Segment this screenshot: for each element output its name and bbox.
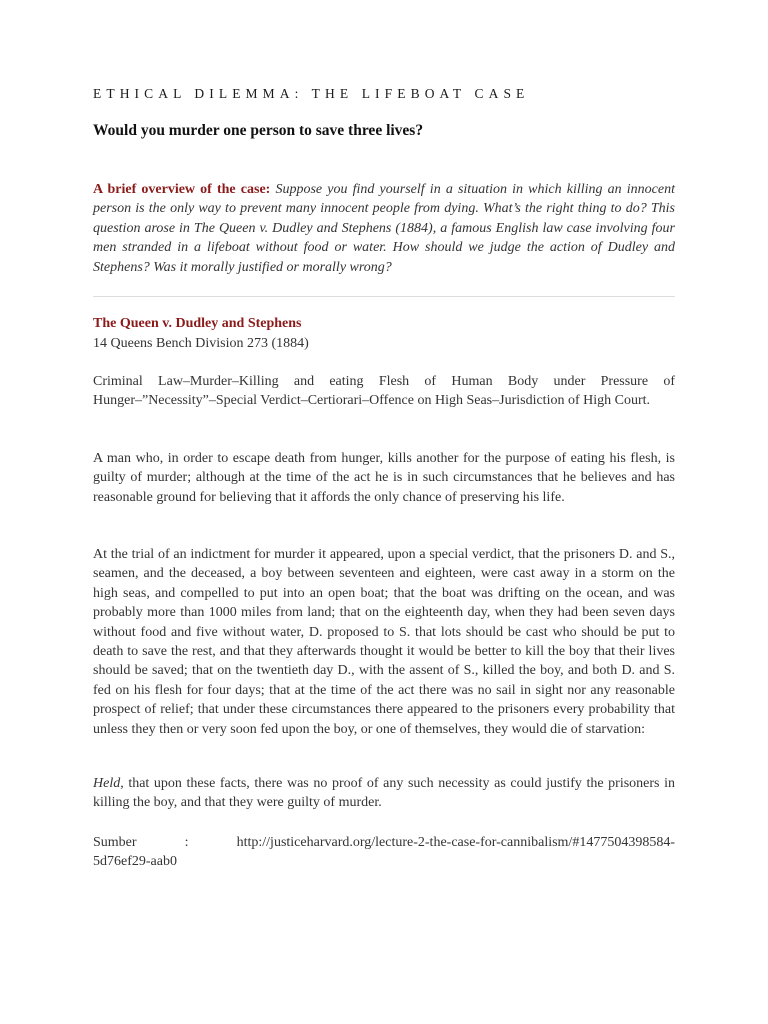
document-question: Would you murder one person to save three lives? <box>93 122 424 139</box>
section-divider <box>93 296 675 297</box>
overview-text: Suppose you find yourself in a situation in which killing an innocent person is the only way to prevent many innocent people from dying. What’s the right thing to do? This question arose in The Queen v. Dudley and Stephens (1884), a famous English law case involving four men stranded in a lifeboat without food or water. How should we judge the action of Dudley and Stephens? Was it morally justified or morally wrong? <box>93 182 676 275</box>
case-title: The Queen v. Dudley and Stephens <box>93 316 302 331</box>
source-citation <box>93 833 675 872</box>
source-row <box>93 833 675 852</box>
overview-lead: A brief overview of the case: <box>93 182 271 197</box>
source-label: Sumber <box>93 835 137 850</box>
paragraph-rule: A man who, in order to escape death from hunger, kills another for the purpose of eating his flesh, is guilty of murder; although at the time of the act he is in such circumstances that he believes and has reasonable ground for believing that it affords the only chance of preserving his life. <box>93 451 675 505</box>
paragraph-headnote: Criminal Law–Murder–Killing and eating Flesh of Human Body under Pressure of Hunger–”Necessity”–Special Verdict–Certiorari–Offence on High Seas–Jurisdiction of High Court. <box>93 374 675 409</box>
held-word: Held <box>93 776 121 791</box>
paragraph-facts: At the trial of an indictment for murder it appeared, upon a special verdict, that the prisoners D. and S., seamen, and the deceased, a boy between seventeen and eighteen, were cast away in a storm on the high seas, and compelled to put into an open boat; that the boat was drifting on the ocean, and was probably more than 1000 miles from land; that on the eighteenth day, when they had been seven days without food and five without water, D. proposed to S. that lots should be cast who should be put to death to save the rest, and that they afterwards thought it would be better to kill the boy that their lives should be saved; that on the twentieth day D., with the assent of S., killed the boy, and both D. and S. fed on his flesh for four days; that at the time of the act there was no sail in sight nor any reasonable prospect of relief; that under these circumstances there appeared to the prisoners every probability that unless they then or very soon fed upon the boy, or one of themselves, they would die of starvation: <box>93 547 675 737</box>
held-text: , that upon these facts, there was no proof of any such necessity as could justify the prisoners in killing the boy, and that they were guilty of murder. <box>93 776 675 811</box>
source-separator: : <box>184 835 189 850</box>
source-url-line2[interactable]: 5d76ef29-aab0 <box>93 854 177 870</box>
paragraph-held <box>93 774 675 813</box>
source-url-line1[interactable]: http://justiceharvard.org/lecture-2-the-case-for-cannibalism/#1477504398584- <box>236 835 675 850</box>
case-overview <box>93 180 675 277</box>
document-title: ETHICAL DILEMMA: THE LIFEBOAT CASE <box>93 86 530 101</box>
case-citation: 14 Queens Bench Division 273 (1884) <box>93 336 309 351</box>
